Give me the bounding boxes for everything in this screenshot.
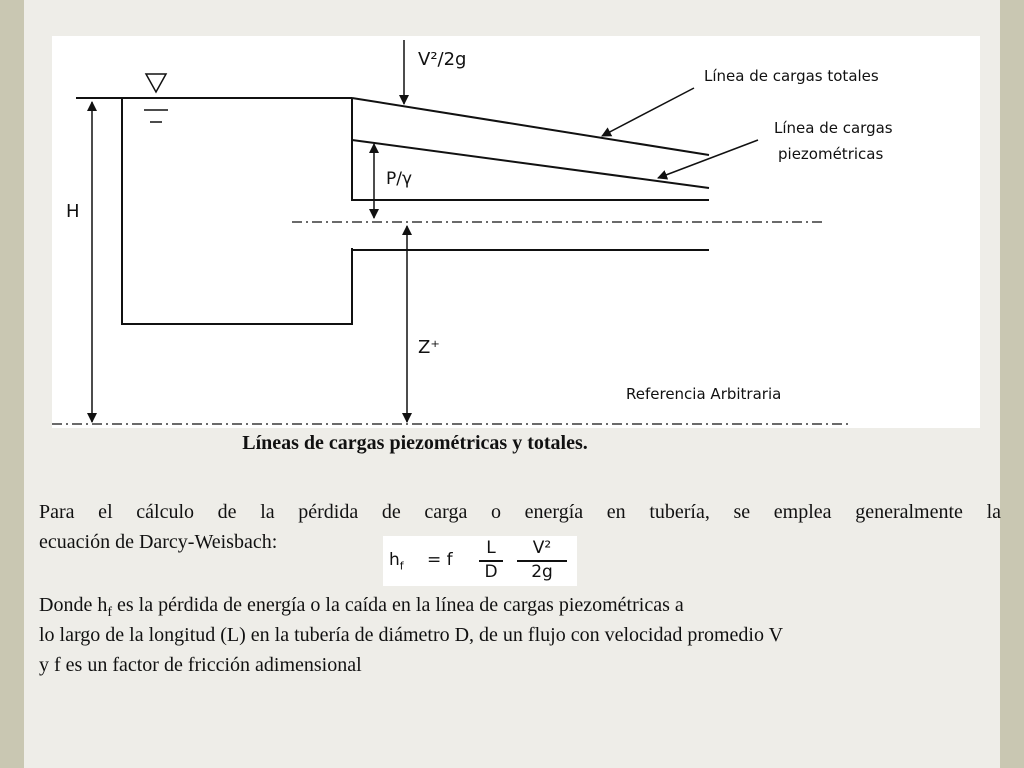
pressure-head-label: P/γ [386,169,413,189]
total-head-line-label: Línea de cargas totales [704,67,879,85]
total-head-pointer [602,88,694,136]
reference-label: Referencia Arbitraria [626,385,782,403]
head-lines-diagram [52,36,980,428]
piezometric-line-label-2: piezométricas [778,145,884,163]
formula-frac1-num: L [486,538,496,558]
paragraph1-line2: ecuación de Darcy-Weisbach: [39,531,278,553]
formula-frac1-den: D [484,562,498,582]
formula-lhs: $h_f$ [389,550,404,573]
right-border-strip [1000,0,1024,768]
formula-frac2-den: 2g [531,562,553,582]
darcy-weisbach-formula [383,536,577,586]
piezometric-pointer [658,140,758,178]
formula-equals: = f [427,550,453,570]
reservoir-outline [122,98,352,324]
piezometric-line-label-1: Línea de cargas [774,119,893,137]
paragraph2-line3: y f es un factor de fricción adimensional [39,654,362,676]
velocity-head-label: V²/2g [418,49,467,70]
large-pipe-outline [352,248,709,250]
figure-caption: Líneas de cargas piezométricas y totales. [242,432,588,454]
paragraph1-line1: Para el cálculo de la pérdida de carga o energía en tubería, se emplea generalmente la [39,501,1001,523]
diagram-drawing [52,36,980,428]
water-level-symbol [146,74,166,92]
total-head-label: H [66,201,80,222]
elevation-label: Z⁺ [418,337,440,358]
paragraph2-line2: lo largo de la longitud (L) en la tubería de diámetro D, de un flujo con velocidad promedio V [39,624,784,646]
left-border-strip [0,0,24,768]
paragraph2-line1: Donde $h_f$ es la pérdida de energía o la caída en la línea de cargas piezométricas a [39,594,684,620]
formula-frac2-num: V² [532,538,552,558]
